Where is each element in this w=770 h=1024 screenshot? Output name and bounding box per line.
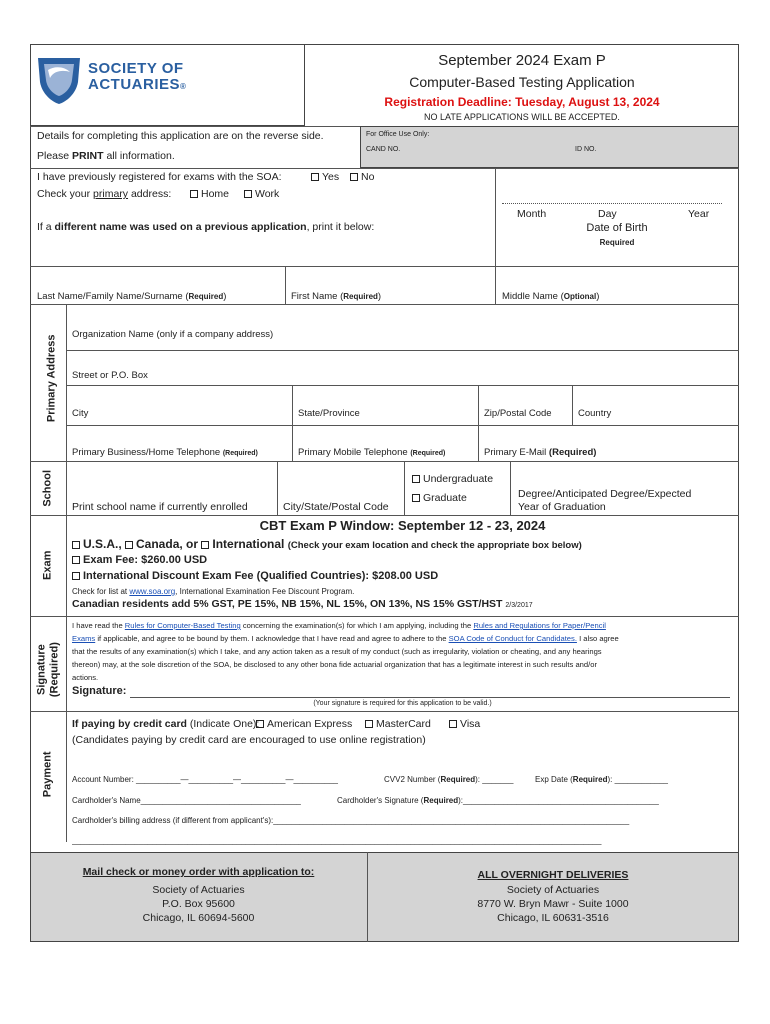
primary-address-question: Check your primary address: xyxy=(37,188,172,200)
billing-address-field[interactable]: Cardholder's billing address (if different from applicant's):________________________________________________________________________________ xyxy=(72,816,630,825)
page-title: September 2024 Exam P xyxy=(438,52,606,69)
registration-deadline: Registration Deadline: Tuesday, August 13, 2024 xyxy=(384,95,660,109)
no-late-notice: NO LATE APPLICATIONS WILL BE ACCEPTED. xyxy=(424,112,620,122)
dob-year: Year xyxy=(688,208,710,220)
zip-label: Zip/Postal Code xyxy=(484,408,552,419)
mail-right-line2: 8770 W. Bryn Mawr - Suite 1000 xyxy=(477,898,629,910)
dob-day: Day xyxy=(598,208,617,220)
cvv-field[interactable]: CVV2 Number (Required): _______ xyxy=(384,775,514,784)
no-checkbox-icon xyxy=(350,173,358,181)
account-number-field[interactable]: Account Number: __________—__________—__________—__________ xyxy=(72,775,338,784)
state-label: State/Province xyxy=(298,408,360,419)
graduate-checkbox[interactable]: Graduate xyxy=(412,492,467,505)
discount-list-note: Check for list at www.soa.org, International Examination Fee Discount Program. xyxy=(72,587,355,596)
rules-cbt-link[interactable]: Rules for Computer-Based Testing xyxy=(124,621,241,630)
exams-link[interactable]: Exams xyxy=(72,634,96,643)
mail-right-line3: Chicago, IL 60631-3516 xyxy=(497,912,609,924)
payment-side-label: Payment xyxy=(41,751,54,798)
signature-line[interactable] xyxy=(130,697,730,698)
online-registration-note: (Candidates paying by credit card are encouraged to use online registration) xyxy=(72,734,426,746)
logo-line2: ACTUARIES® xyxy=(88,76,187,93)
exam-fee-checkbox-icon xyxy=(72,556,80,564)
exam-side-label: Exam xyxy=(41,550,54,581)
prev-no-checkbox[interactable]: No xyxy=(350,171,374,184)
city-label: City xyxy=(72,408,89,419)
yes-checkbox-icon xyxy=(311,173,319,181)
usa-checkbox-icon[interactable] xyxy=(72,541,80,549)
signature-note: (Your signature is required for this application to be valid.) xyxy=(313,700,492,707)
primary-address-side-label: Primary Address xyxy=(45,334,58,423)
middle-name-label: Middle Name (Optional) xyxy=(502,291,600,302)
country-label: Country xyxy=(578,408,612,419)
mail-right-line1: Society of Actuaries xyxy=(506,884,600,896)
org-name-label: Organization Name (only if a company address) xyxy=(72,329,274,340)
mastercard-checkbox-icon xyxy=(365,720,373,728)
intl-fee-checkbox[interactable]: International Discount Exam Fee (Qualified Countries): $208.00 USD xyxy=(72,570,438,584)
page-subtitle: Computer-Based Testing Application xyxy=(409,74,635,90)
please-print-text: Please PRINT all information. xyxy=(37,150,175,162)
undergraduate-checkbox[interactable]: Undergraduate xyxy=(412,473,493,486)
different-name-prompt: If a different name was used on a previous application, print it below: xyxy=(37,221,375,233)
exam-location-row: U.S.A., Canada, or International (Check your exam location and check the appropriate box below) xyxy=(72,537,582,552)
billing-address-line2[interactable]: _______________________________________________________________________________________________________________________ xyxy=(72,836,602,845)
last-name-label: Last Name/Family Name/Surname (Required) xyxy=(37,291,227,302)
cardholder-signature-field[interactable]: Cardholder's Signature (Required):____________________________________________ xyxy=(337,796,659,805)
visa-checkbox-icon xyxy=(449,720,457,728)
exam-fee-checkbox[interactable]: Exam Fee: $260.00 USD xyxy=(72,554,207,568)
rules-paper-link[interactable]: Rules and Regulations for Paper/Pencil xyxy=(473,621,606,630)
code-of-conduct-link[interactable]: SOA Code of Conduct for Candidates. xyxy=(448,634,577,643)
dob-required: Required xyxy=(599,238,635,247)
business-phone-label: Primary Business/Home Telephone (Required) xyxy=(72,447,258,458)
office-use-label: For Office Use Only: xyxy=(366,131,430,138)
id-no-label: ID NO. xyxy=(575,146,597,153)
mail-left-line3: Chicago, IL 60694-5600 xyxy=(142,912,255,924)
exp-date-field[interactable]: Exp Date (Required): ____________ xyxy=(535,775,668,784)
graduate-checkbox-icon xyxy=(412,494,420,502)
dob-month: Month xyxy=(517,208,547,220)
mail-left-title: Mail check or money order with application to: xyxy=(82,866,315,878)
cand-no-label: CAND NO. xyxy=(366,146,401,153)
home-checkbox-icon xyxy=(190,190,198,198)
details-text: Details for completing this application are on the reverse side. xyxy=(37,130,324,142)
first-name-label: First Name (Required) xyxy=(291,291,382,302)
email-label: Primary E-Mail (Required) xyxy=(484,447,597,458)
soa-link[interactable]: www.soa.org xyxy=(129,587,176,596)
soa-logo-icon xyxy=(34,52,84,111)
visa-checkbox[interactable]: Visa xyxy=(449,718,480,731)
signature-side-label: Signature (Required) xyxy=(35,642,60,698)
amex-checkbox-icon xyxy=(256,720,264,728)
signature-agreement-line3: that the results of any examination(s) which I take, and any action taken as a result of my conduct (such as irregularity, violation or cheating, and any hearings xyxy=(72,647,602,656)
prev-registered-question: I have previously registered for exams with the SOA: xyxy=(37,171,282,183)
prev-yes-checkbox[interactable]: Yes xyxy=(311,171,339,184)
home-checkbox[interactable]: Home xyxy=(190,188,229,201)
work-checkbox[interactable]: Work xyxy=(244,188,279,201)
work-checkbox-icon xyxy=(244,190,252,198)
mail-left-line2: P.O. Box 95600 xyxy=(162,898,235,910)
canadian-tax-note: Canadian residents add 5% GST, PE 15%, NB 15%, NL 15%, ON 13%, NS 15% GST/HST 2/3/2017 xyxy=(72,598,533,610)
signature-agreement-line2: Exams if applicable, and agree to be bound by them. I acknowledge that I have read and agree to adhere to the SOA Code of Conduct for Candidates. I also agree xyxy=(72,634,619,643)
school-name-label: Print school name if currently enrolled xyxy=(72,501,248,513)
signature-label: Signature: xyxy=(72,685,127,697)
mail-left-line1: Society of Actuaries xyxy=(152,884,245,896)
signature-agreement-line5: actions. xyxy=(72,673,99,682)
signature-agreement-line4: thereon) may, at the sole discretion of the SOA, be disclosed to any other bona fide actuarial organization that has a legitimate interest in such results and/or xyxy=(72,660,597,669)
dob-label: Date of Birth xyxy=(586,222,648,234)
logo-line1: SOCIETY OF xyxy=(88,60,184,77)
cardholder-name-field[interactable]: Cardholder's Name____________________________________ xyxy=(72,796,301,805)
amex-checkbox[interactable]: American Express xyxy=(256,718,352,731)
degree-label-2: Year of Graduation xyxy=(518,501,606,513)
intl-fee-checkbox-icon xyxy=(72,572,80,580)
exam-window: CBT Exam P Window: September 12 - 23, 2024 xyxy=(259,518,546,533)
school-city-label: City/State/Postal Code xyxy=(283,501,389,513)
signature-agreement-line1: I have read the Rules for Computer-Based Testing concerning the examination(s) for which I am applying, including the Rules and Regulations for Paper/Pencil xyxy=(72,621,606,630)
street-label: Street or P.O. Box xyxy=(72,370,148,381)
mastercard-checkbox[interactable]: MasterCard xyxy=(365,718,431,731)
degree-label-1: Degree/Anticipated Degree/Expected xyxy=(518,488,692,500)
school-side-label: School xyxy=(41,469,54,507)
undergraduate-checkbox-icon xyxy=(412,475,420,483)
credit-card-prompt: If paying by credit card (Indicate One): xyxy=(72,718,260,730)
international-checkbox-icon[interactable] xyxy=(201,541,209,549)
mobile-phone-label: Primary Mobile Telephone (Required) xyxy=(298,447,446,458)
canada-checkbox-icon[interactable] xyxy=(125,541,133,549)
mail-right-title: ALL OVERNIGHT DELIVERIES xyxy=(477,869,629,881)
